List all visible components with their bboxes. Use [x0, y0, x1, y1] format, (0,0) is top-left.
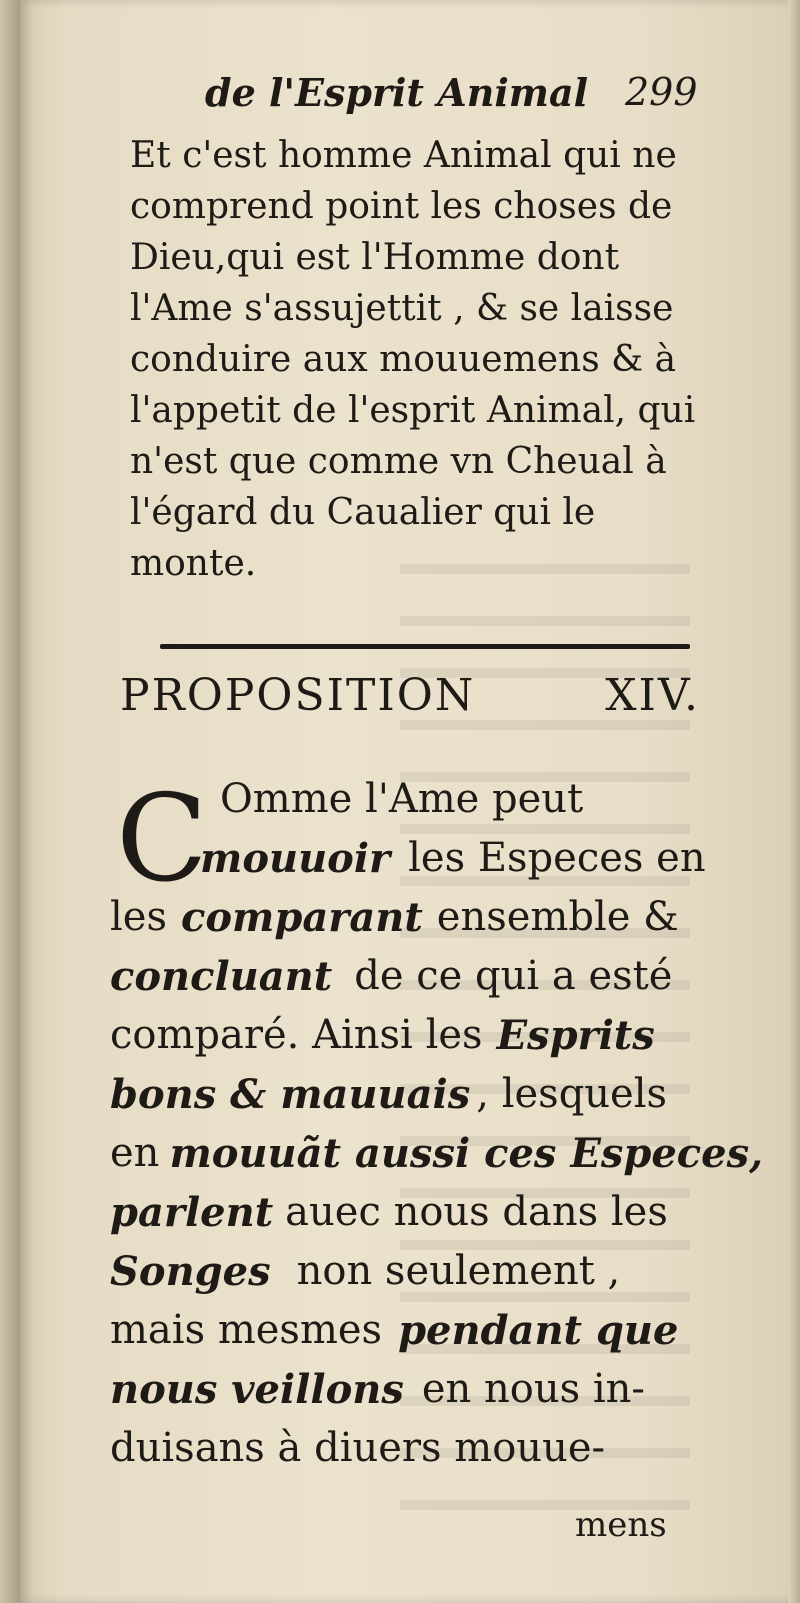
- text-line: l'Ame s'assujettit , & se laisse: [130, 288, 674, 329]
- paragraph-2: [110, 770, 764, 1478]
- text-span: les: [110, 894, 167, 940]
- italic-span: comparant: [181, 894, 423, 941]
- text-span: en nous in-: [421, 1366, 645, 1412]
- text-line: [110, 947, 690, 1006]
- text-span: auec nous dans les: [285, 1189, 668, 1235]
- italic-span: bons & mauuais: [110, 1071, 471, 1118]
- text-span: les Especes en: [408, 835, 706, 881]
- drop-capital: C: [116, 770, 208, 909]
- text-line: Dieu,qui est l'Homme dont: [130, 237, 620, 278]
- section-heading: [120, 670, 700, 730]
- text-line: l'égard du Caualier qui le: [130, 492, 596, 533]
- text-line: [110, 1242, 690, 1301]
- heading-label: PROPOSITION: [120, 670, 476, 721]
- text-line: monte.: [130, 543, 257, 584]
- page-number: 299: [625, 70, 698, 114]
- text-line: comprend point les choses de: [130, 186, 673, 227]
- text-span: en: [110, 1130, 160, 1176]
- text-line: conduire aux mouuemens & à: [130, 339, 677, 380]
- text-line: [110, 1183, 690, 1242]
- text-line: [110, 888, 690, 947]
- italic-span: concluant: [110, 953, 333, 1000]
- page-edge: [788, 0, 800, 1603]
- text-span: de ce qui a esté: [354, 953, 673, 999]
- italic-span: Esprits: [496, 1012, 655, 1059]
- text-line: [110, 1360, 690, 1419]
- text-line: [110, 770, 690, 829]
- text-line: [110, 1124, 764, 1183]
- text-span: , lesquels: [476, 1071, 668, 1117]
- text-span: Omme l'Ame peut: [220, 776, 584, 822]
- section-rule: [160, 644, 690, 649]
- text-line: [110, 829, 706, 888]
- text-line: [110, 1065, 690, 1124]
- text-line: [110, 1006, 690, 1065]
- text-span: mais mesmes: [110, 1307, 383, 1353]
- text-line: n'est que comme vn Cheual à: [130, 441, 667, 482]
- italic-span: mouuãt aussi ces Especes,: [169, 1130, 764, 1177]
- running-title: de l'Esprit Animal: [205, 70, 589, 115]
- heading-number: XIV.: [605, 670, 700, 721]
- text-span: comparé. Ainsi les: [110, 1012, 483, 1058]
- catchword: mens: [575, 1505, 667, 1545]
- italic-span: nous veillons: [110, 1366, 404, 1413]
- text-span: duisans à diuers mouue-: [110, 1425, 606, 1471]
- page-gutter: [0, 0, 20, 1603]
- text-span: ensemble &: [436, 894, 679, 940]
- italic-span: mouuoir: [200, 835, 391, 882]
- text-line: Et c'est homme Animal qui ne: [130, 135, 677, 176]
- italic-span: parlent: [110, 1189, 274, 1236]
- paragraph-1: [130, 130, 730, 589]
- text-span: non seulement ,: [296, 1248, 621, 1294]
- text-line: l'appetit de l'esprit Animal, qui: [130, 390, 696, 431]
- text-line: [110, 1301, 690, 1360]
- page-header: [185, 70, 725, 130]
- italic-span: Songes: [110, 1248, 271, 1295]
- italic-span: pendant que: [398, 1307, 679, 1354]
- text-line: [110, 1419, 690, 1478]
